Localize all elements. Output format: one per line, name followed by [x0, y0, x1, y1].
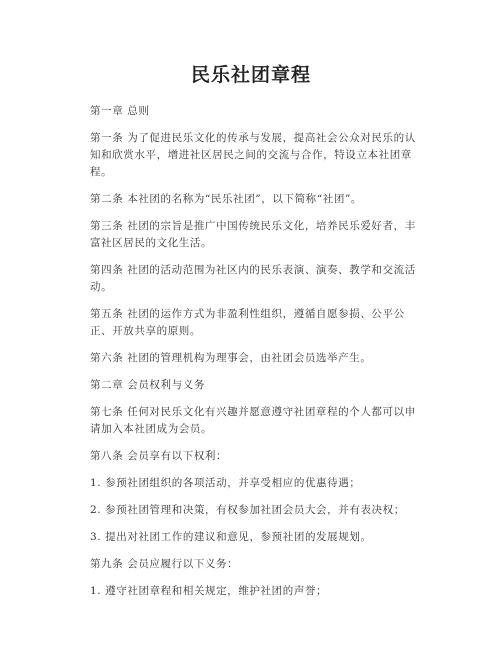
chapter-heading: 第二章 会员权利与义务	[90, 379, 205, 391]
document-body	[90, 103, 420, 610]
article-paragraph: 第九条 会员应履行以下义务：	[90, 558, 239, 570]
list-item: 1. 参预社团组织的各项活动，并享受相应的优惠待遇；	[90, 477, 361, 489]
article-paragraph: 第四条 社团的活动范围为社区内的民乐表演、演奏、教学和交流活动。	[90, 264, 416, 293]
article-paragraph: 第五条 社团的运作方式为非盈利性组织，遵循自愿参损、公平公正、开放共享的原则。	[90, 308, 405, 337]
list-item: 2. 参预社团管理和决策，有权参加社团会员大会，并有表决权；	[90, 504, 405, 516]
chapter-heading: 第一章 总则	[90, 105, 150, 117]
list-item: 1. 遵守社团章程和相关规定，维护社团的声誉；	[90, 585, 328, 597]
article-paragraph: 第七条 任何对民乐文化有兴趣并愿意遵守社团章程的个人都可以申请加入本社团成为会员。	[90, 406, 416, 435]
article-paragraph: 第一条 为了促进民乐文化的传承与发展，提高社会公众对民乐的认知和欣赏水平，增进社区居民之间的交流与合作，特设立本社团章程。	[90, 132, 416, 178]
article-paragraph: 第八条 会员享有以下权利：	[90, 450, 228, 462]
list-item: 3. 提出对社团工作的建议和意见，参预社团的发展规划。	[90, 531, 372, 543]
article-paragraph: 第三条 社团的宗旨是推广中国传统民乐文化，培养民乐爱好者，丰富社区居民的文化生活。	[90, 220, 416, 249]
document-title: 民乐社团章程	[190, 64, 311, 86]
article-paragraph: 第二条 本社团的名称为“民乐社团”，以下简称“社团”。	[90, 193, 363, 205]
article-paragraph: 第六条 社团的管理机构为理事会，由社团会员选举产生。	[90, 352, 372, 364]
